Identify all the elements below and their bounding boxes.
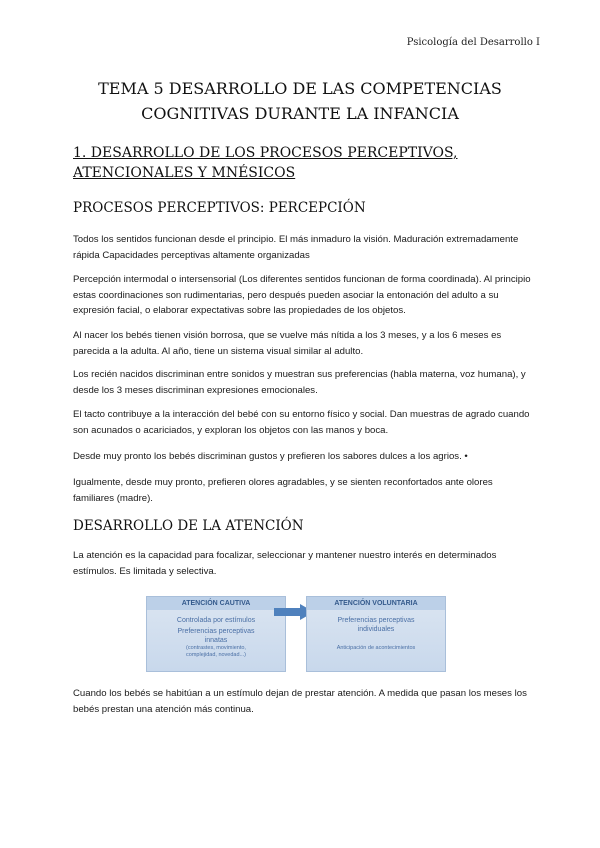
box-text: innatas bbox=[204, 637, 228, 644]
box-text: Preferencias perceptivas bbox=[177, 628, 255, 635]
voluntary-attention-title: ATENCIÓN VOLUNTARIA bbox=[307, 597, 445, 610]
paragraph: El tacto contribuye a la interacción del bebé con su entorno físico y social. Dan muestras de agrado cuando son acunados o acariciados, y exploran los objetos con las manos y boca. bbox=[73, 409, 530, 436]
section-heading-line-2: ATENCIONALES Y MNÉSICOS bbox=[73, 165, 296, 181]
paragraph: Todos los sentidos funcionan desde el principio. El más inmaduro la visión. Maduración extremadamente rápida Capacidades perceptivas altamente organizadas bbox=[73, 234, 519, 261]
box-text: Anticipación de acontecimientos bbox=[336, 645, 416, 651]
paragraph: Igualmente, desde muy pronto, prefieren olores agradables, y se sienten reconfortados ante olores familiares (madre). bbox=[73, 477, 493, 504]
captive-attention-box bbox=[146, 596, 286, 672]
section-heading-line-1: 1. DESARROLLO DE LOS PROCESOS PERCEPTIVOS, bbox=[73, 145, 458, 161]
paragraph: Cuando los bebés se habitúan a un estímulo dejan de prestar atención. A medida que pasan los meses los bebés prestan una atención más continua. bbox=[73, 688, 527, 715]
paragraph: Los recién nacidos discriminan entre sonidos y muestran sus preferencias (habla materna, voz humana), y desde los 3 meses discriminan expresiones emocionales. bbox=[73, 369, 526, 396]
box-text: Controlada por estímulos bbox=[176, 617, 256, 624]
title-line-1: TEMA 5 DESARROLLO DE LAS COMPETENCIAS bbox=[98, 79, 502, 98]
box-text: Preferencias perceptivas bbox=[337, 617, 415, 624]
running-header: Psicología del Desarrollo I bbox=[406, 37, 540, 48]
captive-attention-title: ATENCIÓN CAUTIVA bbox=[147, 597, 285, 610]
title-line-2: COGNITIVAS DURANTE LA INFANCIA bbox=[141, 104, 459, 123]
attention-diagram bbox=[146, 596, 448, 672]
paragraph: Al nacer los bebés tienen visión borrosa, que se vuelve más nítida a los 3 meses, y a los 6 meses es parecida a la adulta. Al año, tiene un sistema visual similar al adulto. bbox=[73, 330, 502, 357]
attention-heading: DESARROLLO DE LA ATENCIÓN bbox=[73, 518, 304, 534]
box-text: individuales bbox=[357, 626, 395, 633]
voluntary-attention-box bbox=[306, 596, 446, 672]
perception-heading: PROCESOS PERCEPTIVOS: PERCEPCIÓN bbox=[73, 200, 366, 216]
section-heading bbox=[73, 143, 493, 183]
box-text: complejidad, novedad...) bbox=[186, 652, 246, 658]
paragraph: Percepción intermodal o intersensorial (Los diferentes sentidos funcionan de forma coordinada). Al principio estas coordinaciones son rudimentarias, pero después pueden asociar la entonación del adulto a su expresión facial, o elaborar expectativas sobre las propiedades de los objetos. bbox=[73, 274, 531, 316]
box-text: (contrastes, movimiento, bbox=[186, 645, 246, 651]
paragraph: Desde muy pronto los bebés discriminan gustos y prefieren los sabores dulces a los agrios. • bbox=[73, 451, 468, 462]
paragraph: La atención es la capacidad para focalizar, seleccionar y mantener nuestro interés en determinados estímulos. Es limitada y selectiva. bbox=[73, 550, 497, 577]
document-title bbox=[60, 76, 540, 126]
